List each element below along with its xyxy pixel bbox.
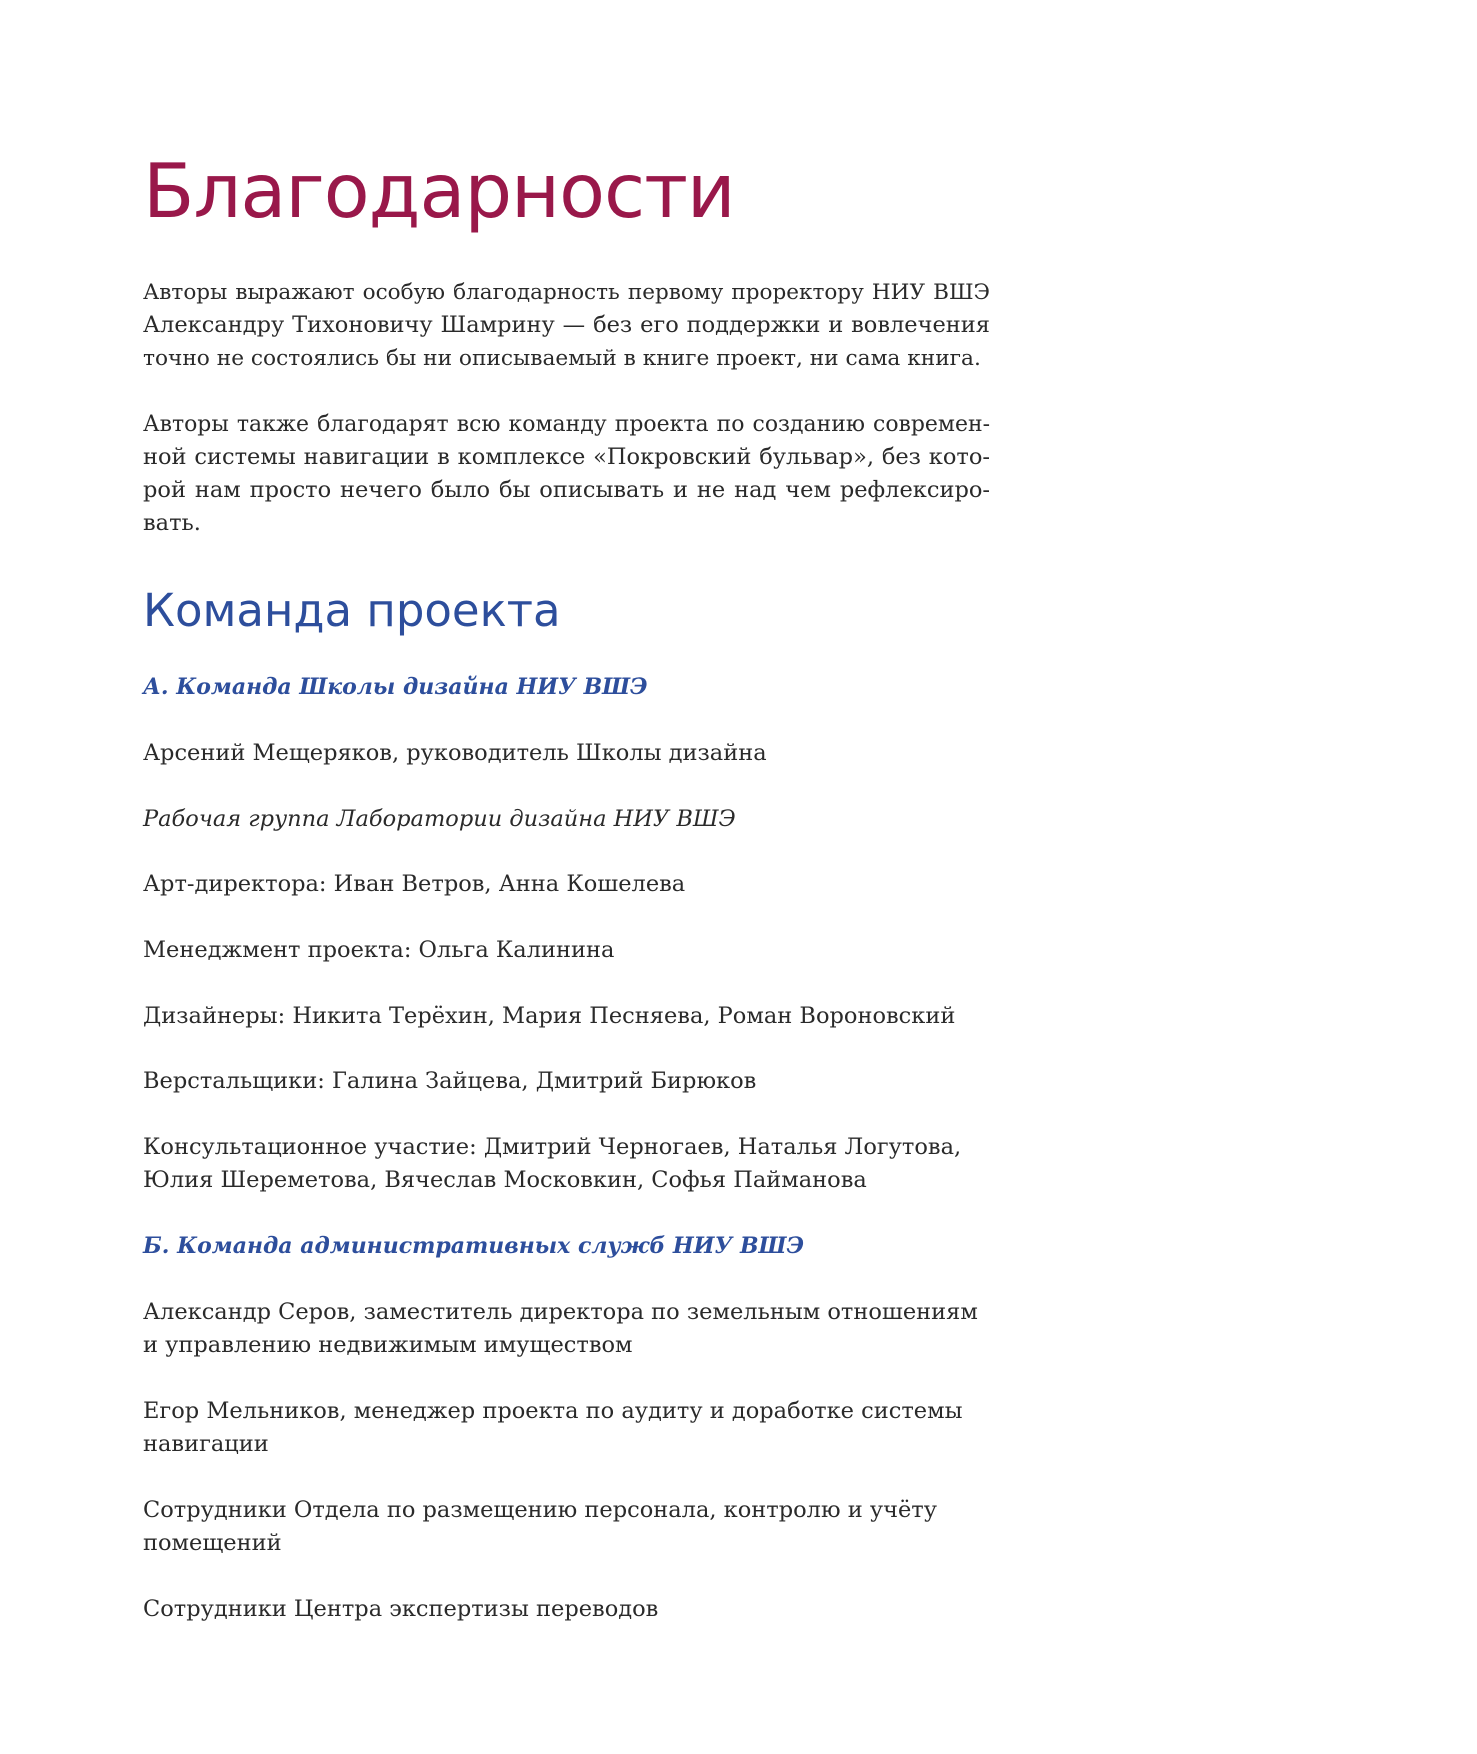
intro-p2-line: вать. [143, 510, 201, 536]
art-directors: Арт-директора: Иван Ветров, Анна Кошелева [143, 871, 686, 897]
intro-p2-line: рой нам просто нечего было бы описывать и не над чем рефлексиро- [143, 477, 990, 503]
intro-p1-line: точно не состоялись бы ни описываемый в книге проект, ни сама книга. [143, 346, 981, 371]
team-title: Команда проекта [143, 584, 561, 637]
serov-line: Александр Серов, заместитель директора по земельным отношениям [143, 1299, 978, 1325]
designers: Дизайнеры: Никита Терёхин, Мария Песняева, Роман Вороновский [143, 1003, 956, 1029]
intro-p2-line: ной системы навигации в комплексе «Покровский бульвар», без кото- [143, 444, 990, 470]
serov-line: и управлению недвижимым имуществом [143, 1332, 633, 1358]
project-management: Менеджмент проекта: Ольга Калинина [143, 937, 615, 963]
staff-dept-line: помещений [143, 1530, 282, 1556]
melnikov-line: Егор Мельников, менеджер проекта по аудиту и доработке системы [143, 1398, 963, 1424]
section-b-heading: Б. Команда административных служб НИУ ВШЭ [143, 1233, 804, 1259]
consulting-line: Консультационное участие: Дмитрий Черногаев, Наталья Логутова, [143, 1134, 962, 1160]
intro-paragraph-1 [143, 276, 990, 375]
intro-p2-line: Авторы также благодарят всю команду проекта по созданию современ- [143, 412, 990, 437]
intro-paragraph-2 [143, 408, 990, 540]
page-title: Благодарности [143, 147, 735, 235]
section-a-heading: А. Команда Школы дизайна НИУ ВШЭ [143, 674, 648, 700]
working-group: Рабочая группа Лаборатории дизайна НИУ ВШЭ [143, 806, 736, 832]
translation-center: Сотрудники Центра экспертизы переводов [143, 1596, 659, 1622]
intro-p1-line: Александру Тихоновичу Шамрину — без его поддержки и вовлечения [143, 312, 990, 338]
head-of-school: Арсений Мещеряков, руководитель Школы дизайна [143, 740, 767, 766]
layout-designers: Верстальщики: Галина Зайцева, Дмитрий Бирюков [143, 1068, 757, 1094]
consulting-line: Юлия Шереметова, Вячеслав Московкин, Софья Пайманова [143, 1167, 867, 1193]
melnikov-line: навигации [143, 1431, 269, 1457]
intro-p1-line: Авторы выражают особую благодарность первому проректору НИУ ВШЭ [143, 280, 990, 305]
staff-dept-line: Сотрудники Отдела по размещению персонала, контролю и учёту [143, 1497, 937, 1523]
